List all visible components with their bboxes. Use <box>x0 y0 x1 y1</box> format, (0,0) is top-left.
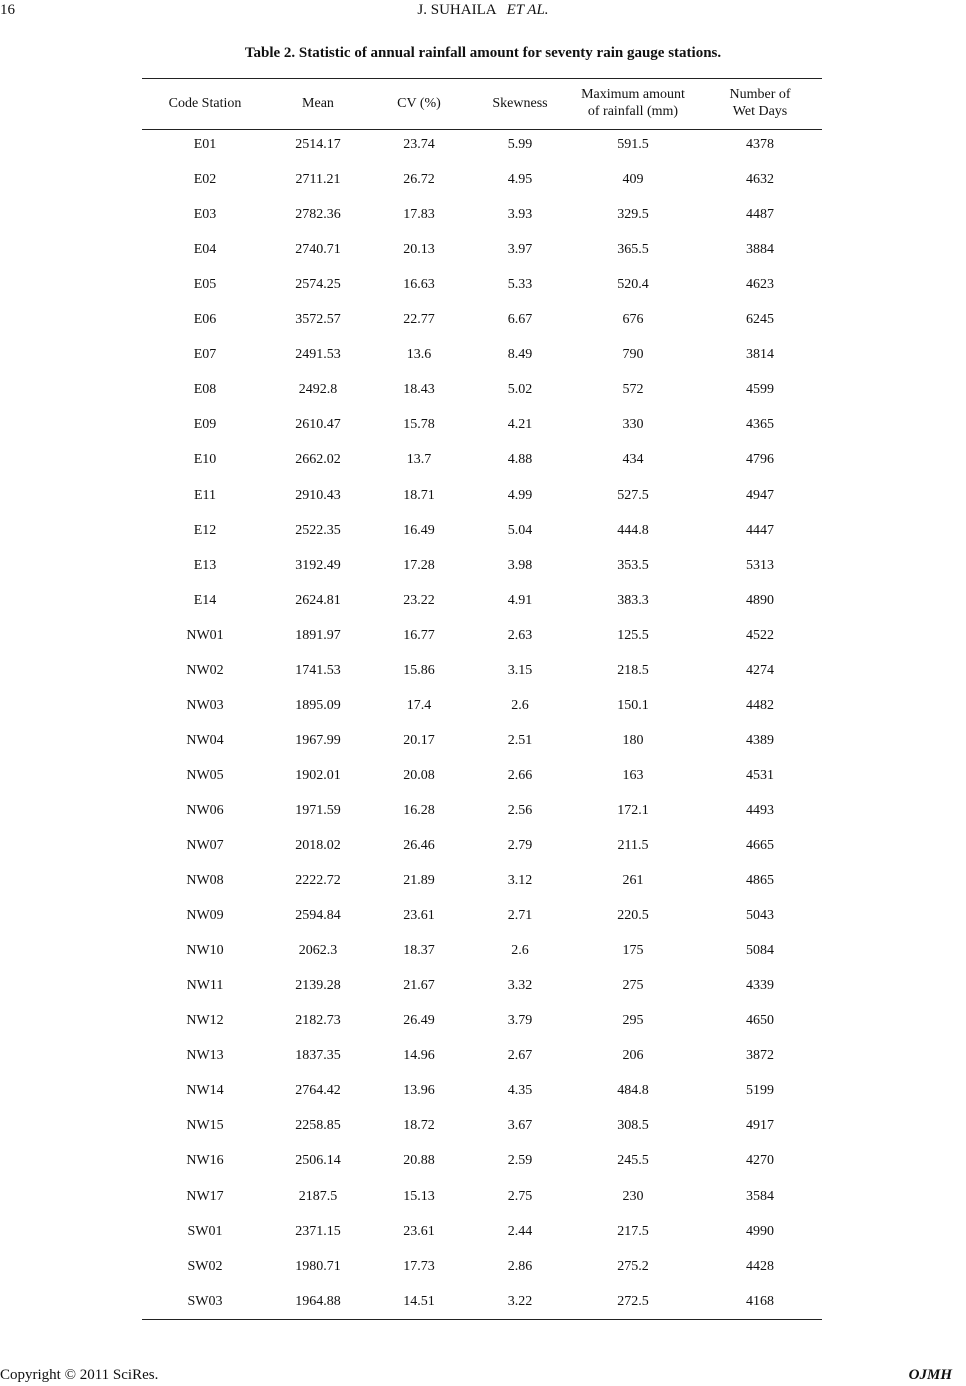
table-cell: NW12 <box>186 1013 224 1029</box>
table-cell: 180 <box>622 732 644 748</box>
column-header: CV (%) <box>397 96 441 111</box>
table-cell: 23.22 <box>403 592 435 608</box>
table-cell: 18.37 <box>403 943 435 959</box>
table-cell: 17.83 <box>403 207 435 223</box>
column-header: Code Station <box>168 96 242 111</box>
table-cell: 5084 <box>746 943 774 959</box>
table-cell: 26.72 <box>403 172 435 188</box>
table-cell: 2764.42 <box>295 1083 341 1099</box>
table-cell: 295 <box>622 1013 644 1029</box>
table-cell: 2910.43 <box>295 487 341 503</box>
table-cell: 2258.85 <box>295 1118 341 1134</box>
table-cell: 2782.36 <box>295 207 341 223</box>
table-cell: 1971.59 <box>295 802 341 818</box>
table-cell: 15.13 <box>403 1188 435 1204</box>
table-cell: 1741.53 <box>295 662 341 678</box>
table-cell: 14.51 <box>403 1293 435 1309</box>
table-cell: 230 <box>622 1188 644 1204</box>
table-cell: SW03 <box>187 1293 223 1309</box>
column-header-line: of rainfall (mm) <box>587 104 679 119</box>
table-cell: 330 <box>622 417 644 433</box>
page-number: 16 <box>0 2 15 18</box>
table-cell: 2.75 <box>507 1188 533 1204</box>
table-cell: 4.88 <box>507 452 533 468</box>
table-cell: 16.49 <box>403 522 435 538</box>
table-cell: NW13 <box>186 1048 224 1064</box>
table-cell: 4428 <box>746 1258 774 1274</box>
table-cell: E05 <box>193 277 217 293</box>
footer-journal: OJMH <box>908 1367 952 1383</box>
table-cell: 4599 <box>746 382 774 398</box>
table-cell: 329.5 <box>617 207 649 223</box>
table-cell: 13.96 <box>403 1083 435 1099</box>
table-cell: 2.86 <box>507 1258 533 1274</box>
table-cell: 22.77 <box>403 312 435 328</box>
table-cell: 2514.17 <box>295 137 341 152</box>
table-cell: 3572.57 <box>295 312 341 328</box>
table-cell: 2.59 <box>507 1153 533 1169</box>
table-cell: 26.46 <box>403 838 435 853</box>
table-cell: NW02 <box>186 662 224 678</box>
table-cell: 520.4 <box>617 277 649 293</box>
table-cell: 2740.71 <box>295 242 341 258</box>
table-cell: 4.99 <box>507 487 533 503</box>
table-cell: 484.8 <box>617 1083 649 1099</box>
table-cell: 2.79 <box>507 838 533 853</box>
table-cell: 4274 <box>746 662 774 678</box>
table-cell: 5.99 <box>507 137 533 152</box>
table-cell: 23.61 <box>403 908 435 924</box>
table-cell: 572 <box>622 382 644 398</box>
table-cell: 4493 <box>746 802 774 818</box>
table-cell: 13.7 <box>406 452 432 468</box>
table-cell: 4447 <box>746 522 774 538</box>
table-cell: 4522 <box>746 627 774 643</box>
table-cell: 444.8 <box>617 522 649 538</box>
table-cell: 206 <box>622 1048 644 1064</box>
table-cell: E09 <box>193 417 217 433</box>
table-cell: 3.98 <box>507 557 533 573</box>
table-cell: 275 <box>622 978 644 994</box>
table-cell: 2.51 <box>507 732 533 748</box>
table-cell: 2491.53 <box>295 347 341 363</box>
table-cell: 26.49 <box>403 1013 435 1029</box>
table-cell: NW15 <box>186 1118 224 1134</box>
table-cell: 591.5 <box>617 137 649 152</box>
table-cell: 2187.5 <box>298 1188 338 1204</box>
table-cell: 2.67 <box>507 1048 533 1064</box>
table-cell: 3814 <box>746 347 774 363</box>
running-head-authors: J. SUHAILA <box>417 2 497 18</box>
table-cell: 2.44 <box>507 1223 533 1239</box>
table-top-rule <box>142 78 822 79</box>
table-cell: 20.08 <box>403 767 435 783</box>
table-cell: 5.04 <box>507 522 533 538</box>
table-cell: 3192.49 <box>295 557 341 573</box>
table-cell: 15.78 <box>403 417 435 433</box>
column-header-line: Number of <box>729 87 791 102</box>
column-header-line: Wet Days <box>732 104 788 119</box>
table-cell: 308.5 <box>617 1118 649 1134</box>
table-cell: SW02 <box>187 1258 223 1274</box>
table-cell: 20.88 <box>403 1153 435 1169</box>
table-cell: 5199 <box>746 1083 774 1099</box>
table-cell: 17.28 <box>403 557 435 573</box>
table-cell: 3.79 <box>507 1013 533 1029</box>
table-cell: 3.32 <box>507 978 533 994</box>
table-cell: 4650 <box>746 1013 774 1029</box>
table-cell: 1967.99 <box>295 732 341 748</box>
table-cell: 3872 <box>746 1048 774 1064</box>
table-cell: 2.71 <box>507 908 533 924</box>
table-cell: 18.71 <box>403 487 435 503</box>
table-cell: 125.5 <box>617 627 649 643</box>
table-cell: NW07 <box>186 838 224 853</box>
table-cell: 790 <box>622 347 644 363</box>
table-cell: 5.33 <box>507 277 533 293</box>
table-cell: 163 <box>622 767 644 783</box>
table-cell: 2182.73 <box>295 1013 341 1029</box>
table-cell: E04 <box>193 242 217 258</box>
table-cell: 2222.72 <box>295 873 341 889</box>
table-cell: 2.66 <box>507 767 533 783</box>
table-header-rule <box>142 129 822 130</box>
table-cell: 4531 <box>746 767 774 783</box>
table-cell: 20.13 <box>403 242 435 258</box>
table-cell: 4.21 <box>507 417 533 433</box>
table-cell: 4665 <box>746 838 774 853</box>
table-cell: 2711.21 <box>295 172 341 188</box>
table-bottom-rule <box>142 1319 822 1320</box>
table-cell: NW09 <box>186 908 224 924</box>
table-cell: NW10 <box>186 943 224 959</box>
table-cell: 5313 <box>746 557 774 573</box>
table-cell: 2371.15 <box>295 1223 341 1239</box>
table-cell: 5043 <box>746 908 774 924</box>
table-cell: E06 <box>193 312 217 328</box>
table-cell: 409 <box>622 172 644 188</box>
table-cell: 3.67 <box>507 1118 533 1134</box>
table-cell: 3.22 <box>507 1293 533 1309</box>
table-cell: 1837.35 <box>295 1048 341 1064</box>
table-cell: 527.5 <box>617 487 649 503</box>
table-cell: 3.97 <box>507 242 533 258</box>
table-cell: 21.67 <box>403 978 435 994</box>
table-cell: 676 <box>622 312 644 328</box>
column-header-line: Maximum amount <box>581 87 685 102</box>
table-cell: 175 <box>622 943 644 959</box>
table-cell: E12 <box>193 522 217 538</box>
table-cell: 434 <box>622 452 644 468</box>
table-cell: 245.5 <box>617 1153 649 1169</box>
table-cell: E02 <box>193 172 217 188</box>
table-cell: 4.35 <box>507 1083 533 1099</box>
table-cell: 261 <box>622 873 644 889</box>
table-cell: E14 <box>193 592 217 608</box>
table-cell: 2.63 <box>507 627 533 643</box>
table-cell: 2506.14 <box>295 1153 341 1169</box>
table-cell: 15.86 <box>403 662 435 678</box>
table-cell: 1980.71 <box>295 1258 341 1274</box>
table-cell: 218.5 <box>617 662 649 678</box>
table-cell: 20.17 <box>403 732 435 748</box>
table-cell: NW03 <box>186 697 224 713</box>
table-cell: E07 <box>193 347 217 363</box>
table-cell: 365.5 <box>617 242 649 258</box>
table-cell: NW04 <box>186 732 224 748</box>
table-cell: 2522.35 <box>295 522 341 538</box>
table-cell: 4365 <box>746 417 774 433</box>
table-cell: 1902.01 <box>295 767 341 783</box>
table-cell: 353.5 <box>617 557 649 573</box>
table-cell: 2594.84 <box>295 908 341 924</box>
table-cell: NW11 <box>186 978 224 994</box>
table-cell: 150.1 <box>617 697 649 713</box>
table-cell: 4270 <box>746 1153 774 1169</box>
table-cell: 3584 <box>746 1188 774 1204</box>
running-head <box>0 2 966 19</box>
table-cell: 4796 <box>746 452 774 468</box>
table-cell: 3.15 <box>507 662 533 678</box>
table-cell: 1964.88 <box>295 1293 341 1309</box>
column-header <box>581 86 685 120</box>
table-cell: 5.02 <box>507 382 533 398</box>
column-header: Mean <box>302 96 334 111</box>
table-cell: E01 <box>193 137 217 152</box>
table-cell: 18.72 <box>403 1118 435 1134</box>
table-cell: 4917 <box>746 1118 774 1134</box>
table-cell: 4890 <box>746 592 774 608</box>
table-cell: NW01 <box>186 627 224 643</box>
table-cell: 383.3 <box>617 592 649 608</box>
table-cell: NW14 <box>186 1083 224 1099</box>
table-cell: 211.5 <box>617 838 649 853</box>
table-cell: NW16 <box>186 1153 224 1169</box>
table-cell: 16.77 <box>403 627 435 643</box>
table-cell: 1891.97 <box>295 627 341 643</box>
table-cell: 4.95 <box>507 172 533 188</box>
table-cell: 217.5 <box>617 1223 649 1239</box>
footer-copyright: Copyright © 2011 SciRes. <box>0 1367 159 1383</box>
table-cell: 272.5 <box>617 1293 649 1309</box>
column-header <box>729 86 790 120</box>
table-cell: 4.91 <box>507 592 533 608</box>
table-cell: 2.56 <box>507 802 533 818</box>
table-cell: 6.67 <box>507 312 533 328</box>
table-cell: 17.73 <box>403 1258 435 1274</box>
table-cell: 2062.3 <box>298 943 338 959</box>
table-cell: 4947 <box>746 487 774 503</box>
table-cell: 2018.02 <box>295 838 341 853</box>
table-cell: 4990 <box>746 1223 774 1239</box>
table-cell: 220.5 <box>617 908 649 924</box>
table-cell: 8.49 <box>507 347 533 363</box>
table-cell: 3.93 <box>507 207 533 223</box>
table-cell: E11 <box>193 487 217 503</box>
table-cell: 1895.09 <box>295 697 341 713</box>
table-cell: 4339 <box>746 978 774 994</box>
table-cell: 2139.28 <box>295 978 341 994</box>
table-cell: 2574.25 <box>295 277 341 293</box>
table-cell: 21.89 <box>403 873 435 889</box>
table-cell: 172.1 <box>617 802 649 818</box>
table-cell: 4482 <box>746 697 774 713</box>
table-cell: 4378 <box>746 137 774 152</box>
table-cell: 18.43 <box>403 382 435 398</box>
table-cell: E13 <box>193 557 217 573</box>
table-cell: 2492.8 <box>298 382 338 398</box>
running-head-et-al: ET AL. <box>506 2 549 18</box>
table-cell: 23.61 <box>403 1223 435 1239</box>
table-cell: 6245 <box>746 312 774 328</box>
table-cell: 4168 <box>746 1293 774 1309</box>
table-cell: 275.2 <box>617 1258 649 1274</box>
table-cell: 16.28 <box>403 802 435 818</box>
table-cell: E10 <box>193 452 217 468</box>
table-title: Table 2. Statistic of annual rainfall amount for seventy rain gauge stations. <box>244 45 722 61</box>
table-cell: 4487 <box>746 207 774 223</box>
table-cell: E03 <box>193 207 217 223</box>
table-cell: 3884 <box>746 242 774 258</box>
table-cell: 4632 <box>746 172 774 188</box>
table-cell: 2.6 <box>511 943 529 959</box>
table-cell: 4623 <box>746 277 774 293</box>
table-cell: 13.6 <box>406 347 432 363</box>
table-cell: 2662.02 <box>295 452 341 468</box>
table-cell: 3.12 <box>507 873 533 889</box>
table-cell: 2.6 <box>511 697 529 713</box>
table-cell: 4865 <box>746 873 774 889</box>
table-cell: NW06 <box>186 802 224 818</box>
table-cell: 2610.47 <box>295 417 341 433</box>
table-cell: E08 <box>193 382 217 398</box>
table-cell: 2624.81 <box>295 592 341 608</box>
table-cell: 16.63 <box>403 277 435 293</box>
table-cell: 14.96 <box>403 1048 435 1064</box>
table-cell: 23.74 <box>403 137 435 152</box>
table-cell: NW05 <box>186 767 224 783</box>
table-cell: NW08 <box>186 873 224 889</box>
table-cell: 4389 <box>746 732 774 748</box>
table-cell: 17.4 <box>406 697 432 713</box>
table-cell: SW01 <box>187 1223 223 1239</box>
column-header: Skewness <box>492 96 548 111</box>
table-cell: NW17 <box>186 1188 224 1204</box>
